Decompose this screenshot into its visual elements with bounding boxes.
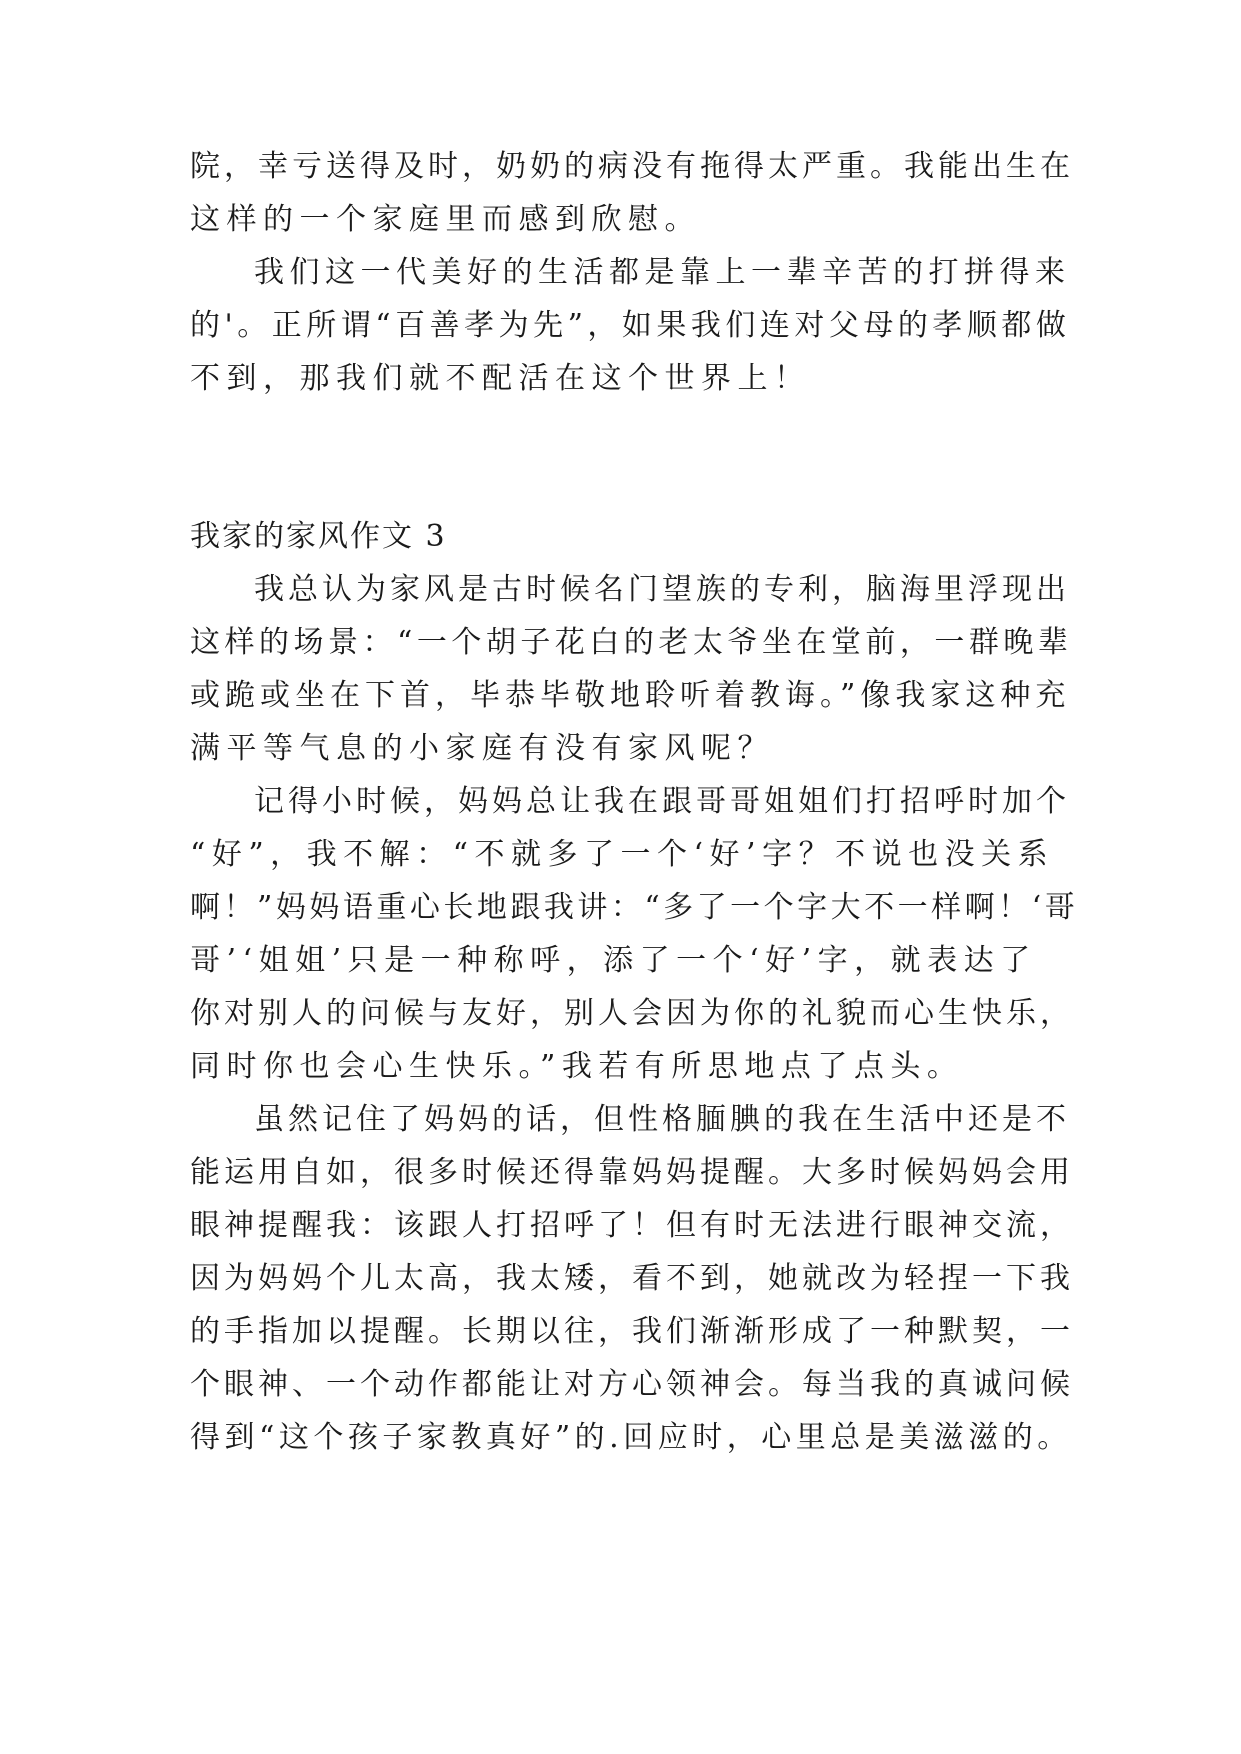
text-line: 得到“这个孩子家教真好”的.回应时，心里总是美滋滋的。 (190, 1420, 1072, 1455)
text-line: 眼神提醒我：该跟人打招呼了！但有时无法进行眼神交流， (190, 1208, 1074, 1243)
text-line: 啊！”妈妈语重心长地跟我讲：“多了一个字大不一样啊！‘哥 (190, 890, 1079, 925)
text-line: 这样的一个家庭里而感到欣慰。 (190, 202, 701, 237)
section-heading: 我家的家风作文 3 (190, 519, 447, 554)
text-line: “好”，我不解：“不就多了一个‘好’字？不说也没关系 (190, 837, 1055, 872)
text-line: 你对别人的问候与友好，别人会因为你的礼貌而心生快乐， (190, 996, 1074, 1031)
text-line: 的'。正所谓“百善孝为先”，如果我们连对父母的孝顺都做 (190, 308, 1071, 343)
text-line: 能运用自如，很多时候还得靠妈妈提醒。大多时候妈妈会用 (190, 1155, 1074, 1190)
text-line: 或跪或坐在下首，毕恭毕敬地聆听着教诲。”像我家这种充 (190, 678, 1071, 713)
text-line: 因为妈妈个儿太高，我太矮，看不到，她就改为轻捏一下我 (190, 1261, 1074, 1296)
text-line: 哥’‘姐姐’只是一种称呼，添了一个‘好’字，就表达了 (190, 943, 1037, 978)
text-line: 院，幸亏送得及时，奶奶的病没有拖得太严重。我能出生在 (190, 149, 1074, 184)
text-line: 不到，那我们就不配活在这个世界上！ (190, 361, 811, 396)
text-line: 这样的场景：“一个胡子花白的老太爷坐在堂前，一群晚辈 (190, 625, 1073, 660)
text-line: 同时你也会心生快乐。”我若有所思地点了点头。 (190, 1049, 964, 1084)
text-line: 个眼神、一个动作都能让对方心领神会。每当我的真诚问候 (190, 1367, 1074, 1402)
text-line: 记得小时候，妈妈总让我在跟哥哥姐姐们打招呼时加个 (254, 784, 1070, 819)
text-line: 我们这一代美好的生活都是靠上一辈辛苦的打拼得来 (254, 255, 1071, 290)
text-line: 我总认为家风是古时候名门望族的专利，脑海里浮现出 (254, 572, 1070, 607)
text-line: 虽然记住了妈妈的话，但性格腼腆的我在生活中还是不 (254, 1102, 1070, 1137)
text-line: 满平等气息的小家庭有没有家风呢？ (190, 731, 774, 766)
text-line: 的手指加以提醒。长期以往，我们渐渐形成了一种默契，一 (190, 1314, 1074, 1349)
